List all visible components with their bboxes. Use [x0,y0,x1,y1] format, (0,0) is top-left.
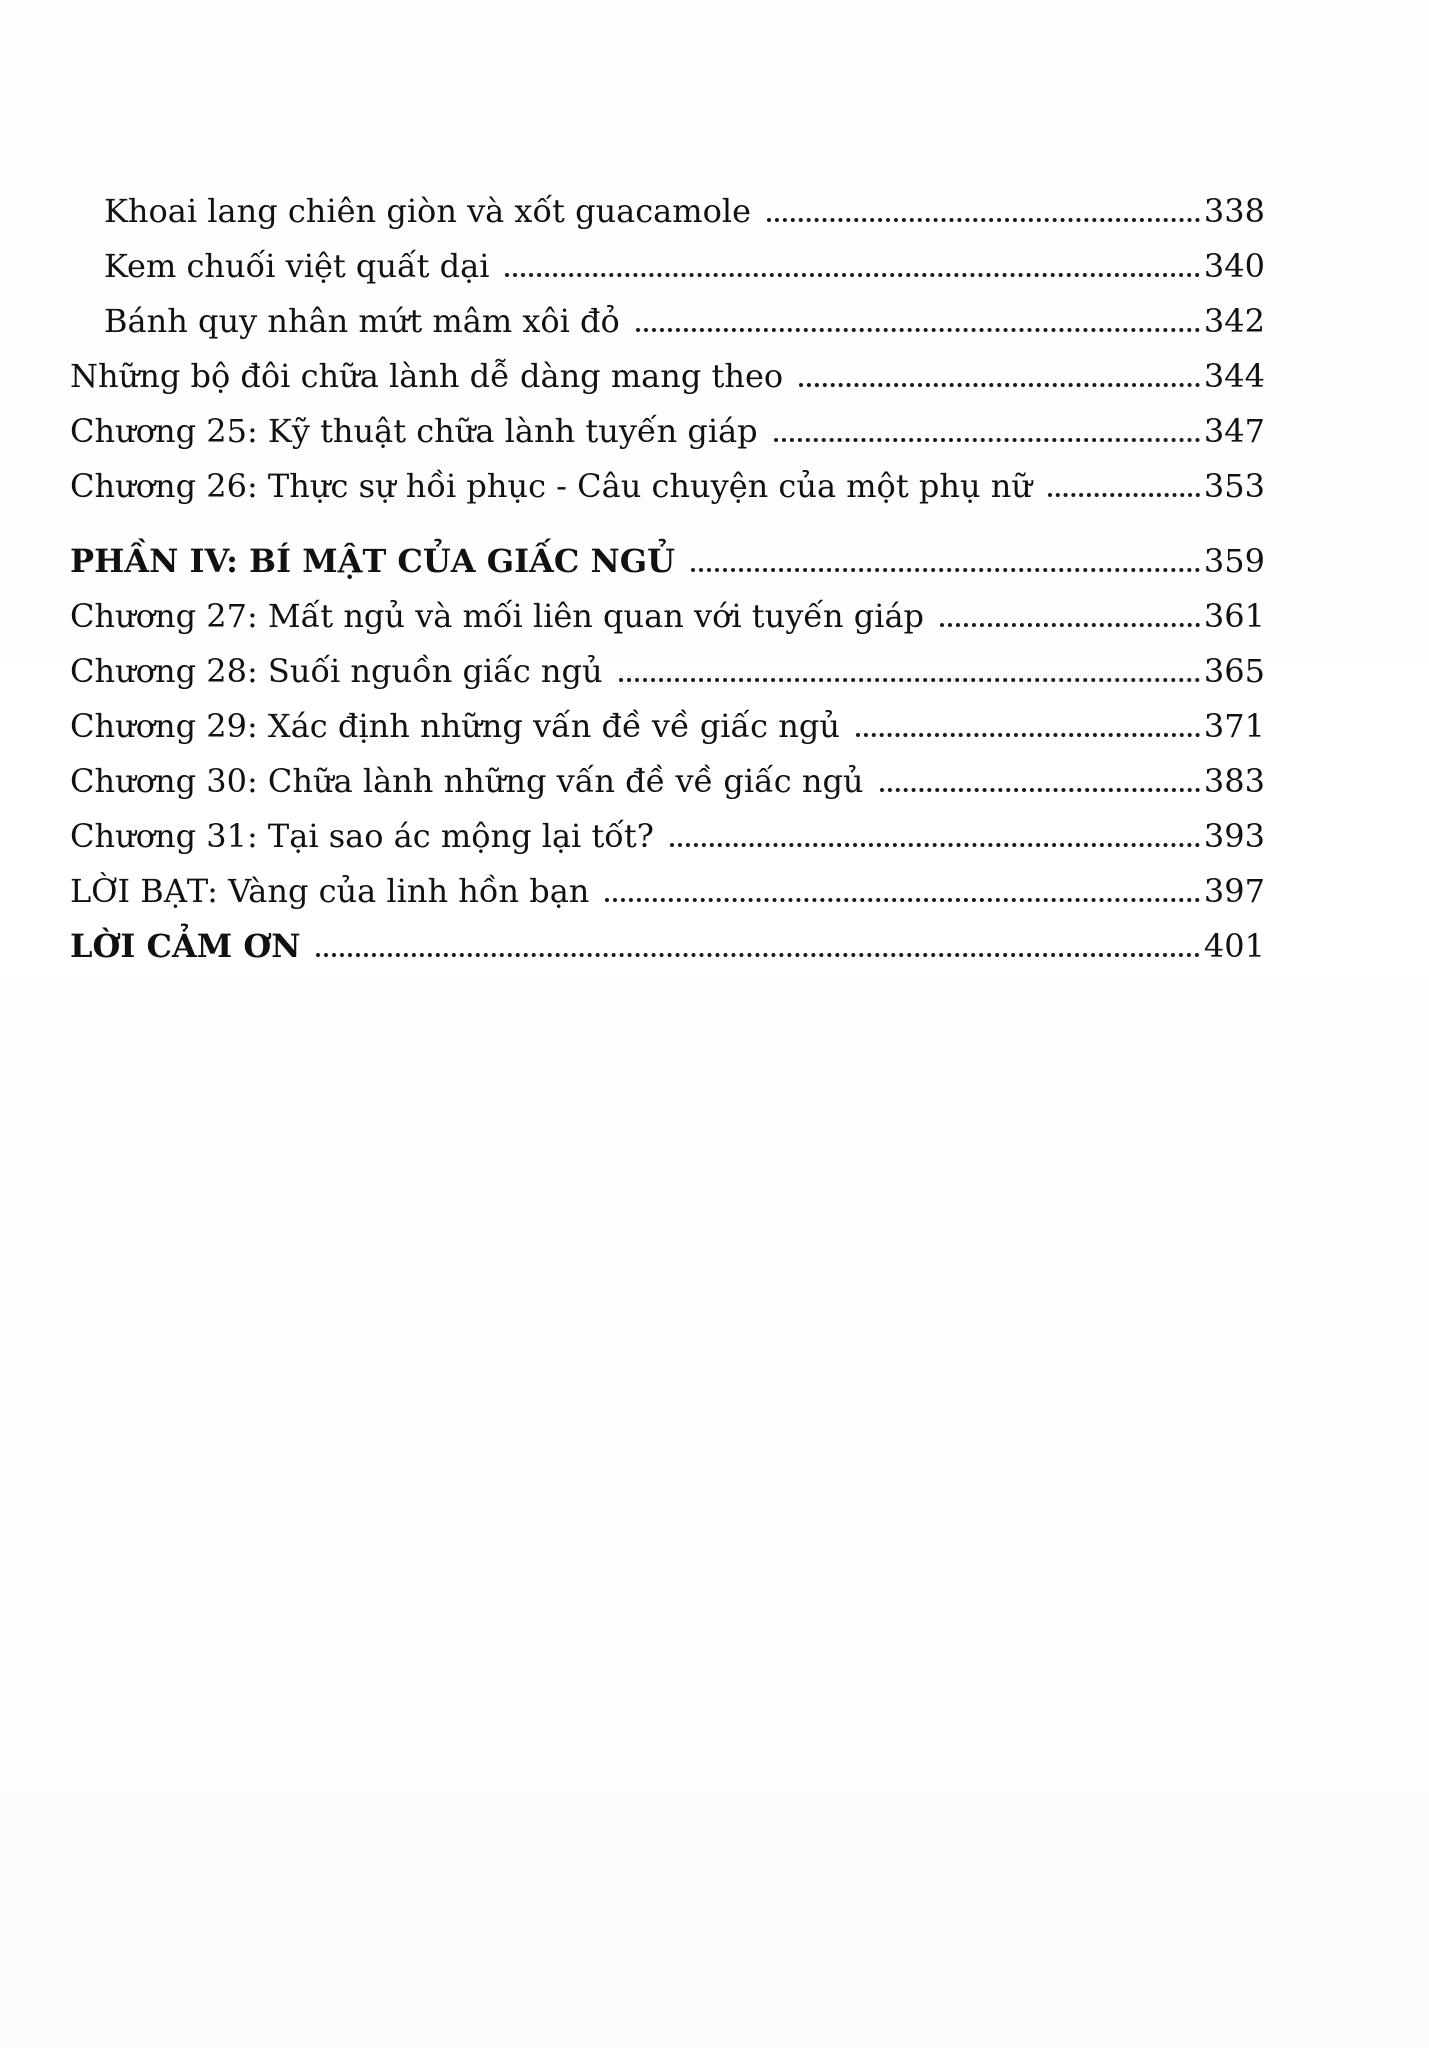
dot-leader [636,328,1200,332]
toc-entry [70,801,1265,856]
toc-entry-title: LỜI BẠT: Vàng của linh hồn bạn [70,872,590,910]
dot-leader [856,733,1200,737]
toc-entry [70,581,1265,636]
toc-entry-title: Chương 30: Chữa lành những vấn đề về giấc ngủ [70,762,864,800]
toc-entry-title: Chương 31: Tại sao ác mộng lại tốt? [70,817,654,855]
table-of-contents [70,176,1265,966]
dot-leader [940,623,1200,627]
toc-entry [70,231,1265,286]
toc-entry-page: 359 [1203,542,1265,580]
toc-entry-title: Chương 26: Thực sự hồi phục - Câu chuyện của một phụ nữ [70,467,1032,505]
toc-entry [70,911,1265,966]
toc-entry-page: 338 [1203,192,1265,230]
dot-leader [880,788,1200,792]
toc-entry-page: 401 [1203,927,1265,965]
toc-entry-page: 353 [1203,467,1265,505]
dot-leader [774,438,1200,442]
toc-entry-title: Kem chuối việt quất dại [104,247,490,285]
toc-entry [70,396,1265,451]
toc-part-heading [70,526,1265,581]
dot-leader [605,898,1200,902]
dot-leader [1048,493,1200,497]
toc-entry-page: 371 [1203,707,1265,745]
toc-entry-page: 393 [1203,817,1265,855]
toc-entry-title: Chương 28: Suối nguồn giấc ngủ [70,652,603,690]
dot-leader [619,678,1200,682]
toc-entry-page: 342 [1203,302,1265,340]
dot-leader [316,953,1199,957]
toc-entry-title: LỜI CẢM ƠN [70,927,301,965]
toc-entry-title: Những bộ đôi chữa lành dễ dàng mang theo [70,357,784,395]
toc-entry [70,636,1265,691]
toc-entry-title: Chương 27: Mất ngủ và mối liên quan với tuyến giáp [70,597,925,635]
toc-entry [70,341,1265,396]
toc-entry-page: 361 [1203,597,1265,635]
toc-entry-title: Chương 29: Xác định những vấn đề về giấc ngủ [70,707,840,745]
dot-leader [799,383,1200,387]
toc-entry-page: 383 [1203,762,1265,800]
dot-leader [670,843,1200,847]
toc-entry [70,746,1265,801]
dot-leader [767,218,1200,222]
toc-entry-page: 347 [1203,412,1265,450]
toc-entry [70,691,1265,746]
dot-leader [691,568,1200,572]
toc-entry-page: 340 [1203,247,1265,285]
toc-entry [70,176,1265,231]
toc-entry [70,286,1265,341]
toc-entry-page: 397 [1203,872,1265,910]
dot-leader [505,273,1199,277]
toc-entry-title: PHẦN IV: BÍ MẬT CỦA GIẤC NGỦ [70,542,675,580]
toc-entry-page: 344 [1203,357,1265,395]
toc-entry-title: Khoai lang chiên giòn và xốt guacamole [104,192,752,230]
toc-entry [70,856,1265,911]
toc-entry-title: Chương 25: Kỹ thuật chữa lành tuyến giáp [70,412,758,450]
toc-entry-page: 365 [1203,652,1265,690]
toc-entry [70,451,1265,506]
toc-entry-title: Bánh quy nhân mứt mâm xôi đỏ [104,302,620,340]
